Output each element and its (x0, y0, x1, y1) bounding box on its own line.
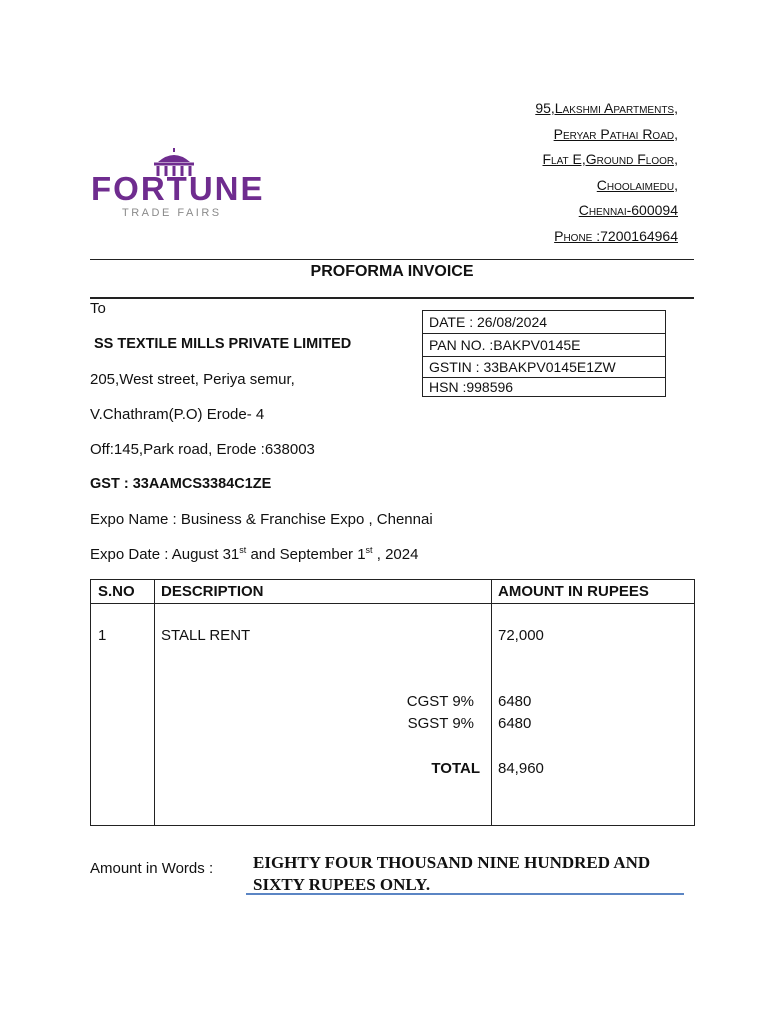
sgst-value: 6480 (498, 715, 532, 732)
header-sno: S.NO (98, 583, 135, 600)
header-amount: AMOUNT IN RUPEES (498, 583, 649, 600)
amount-words-label: Amount in Words : (90, 860, 214, 877)
expo-name: Expo Name : Business & Franchise Expo , Chennai (90, 511, 433, 528)
recipient-office: Off:145,Park road, Erode :638003 (90, 441, 315, 458)
pan-number: PAN NO. :BAKPV0145E (423, 334, 666, 357)
hsn-code: HSN :998596 (423, 378, 666, 397)
recipient-name: SS TEXTILE MILLS PRIVATE LIMITED (94, 336, 352, 352)
document-title: PROFORMA INVOICE (310, 263, 474, 280)
address-line: Chennai-600094 (578, 202, 678, 218)
recipient-address-2: V.Chathram(P.O) Erode- 4 (90, 406, 265, 423)
address-line: Choolaimedu, (596, 176, 678, 193)
company-address (535, 96, 678, 249)
row-amount: 72,000 (498, 627, 544, 644)
amount-words-line-2: SIXTY RUPEES ONLY. (253, 875, 431, 894)
sgst-label: SGST 9% (407, 715, 474, 732)
row-sno: 1 (98, 627, 107, 644)
to-label: To (90, 300, 106, 317)
total-value: 84,960 (498, 760, 544, 777)
amount-words-underline (246, 893, 684, 895)
title-top-rule (90, 259, 694, 260)
amount-words-line-1: EIGHTY FOUR THOUSAND NINE HUNDRED AND (253, 853, 651, 872)
title-bottom-rule (90, 297, 694, 299)
cgst-value: 6480 (498, 693, 532, 710)
address-line: Flat E,Ground Floor, (542, 151, 678, 167)
logo-tagline: TRADE FAIRS (122, 207, 222, 219)
recipient-gst: GST : 33AAMCS3384C1ZE (90, 476, 272, 492)
address-line: 95,Lakshmi Apartments, (535, 100, 678, 116)
total-label: TOTAL (431, 760, 480, 777)
cgst-label: CGST 9% (406, 693, 474, 710)
invoice-info-box (422, 310, 666, 397)
expo-date: Expo Date : August 31st and September 1st , 2024 (90, 545, 419, 563)
amount-in-words (253, 852, 683, 896)
invoice-table (90, 579, 695, 826)
header-description: DESCRIPTION (161, 583, 264, 600)
invoice-date: DATE : 26/08/2024 (423, 311, 666, 334)
recipient-address-1: 205,West street, Periya semur, (90, 371, 295, 388)
gstin-number: GSTIN : 33BAKPV0145E1ZW (423, 357, 666, 378)
address-line: Peryar Pathai Road, (553, 125, 678, 142)
address-phone: Phone :7200164964 (554, 227, 678, 244)
row-description: STALL RENT (161, 627, 251, 644)
logo-wordmark: FORTUNE (91, 170, 265, 207)
